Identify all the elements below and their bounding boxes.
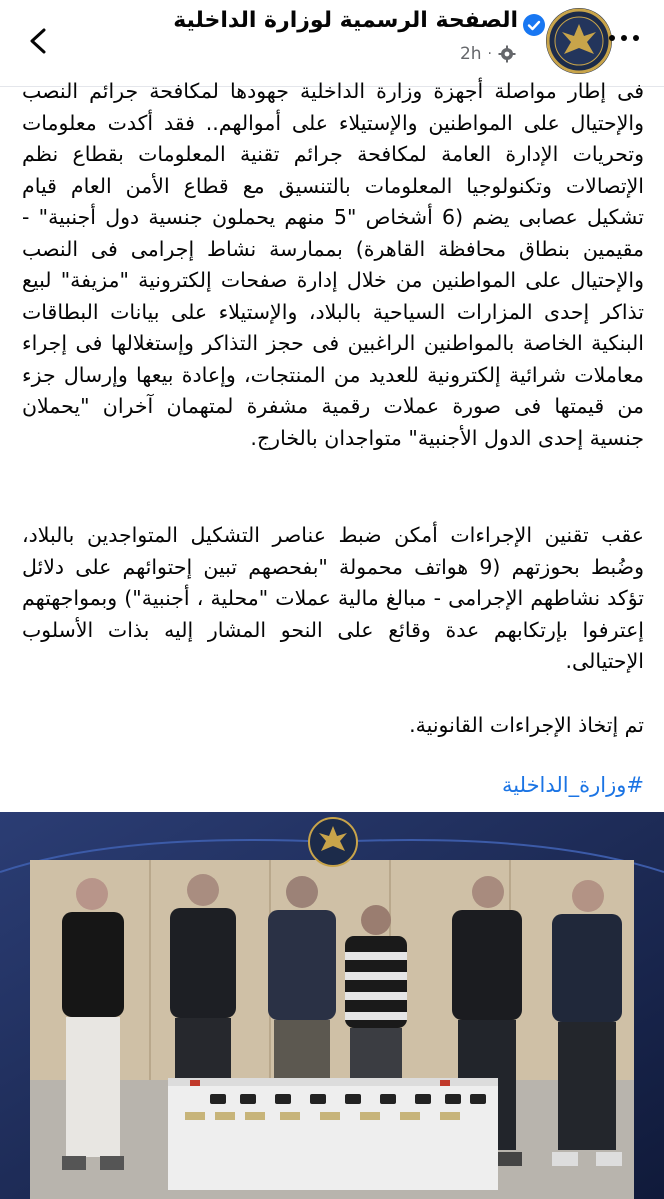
post-paragraph: عقب تقنين الإجراءات أمكن ضبط عناصر التشكيل المتواجدين بالبلاد، وضُبط بحوزتهم (9 هواتف محمولة "بفحصهم تبين إحتوائهم على دلائل تؤكد نشاطهم الإجرامى - مبالغ مالية عملات "محلية ، أجنبية") وبمواجهتهم إعترفوا بإرتكابهم عدة وقائع على النحو المشار إليه بذات الأسلوب الإحتيالى. bbox=[22, 523, 644, 673]
arrest-photo-illustration bbox=[0, 812, 664, 1199]
verified-badge-icon bbox=[522, 13, 546, 37]
person-figure bbox=[62, 878, 124, 1170]
post-paragraph: فى إطار مواصلة أجهزة وزارة الداخلية جهودها لمكافحة جرائم النصب والإحتيال على المواطنين والإستيلاء على أموالهم.. فقد أكدت معلومات وتحريات الإدارة العامة لمكافحة جرائم تقنية المعلومات بقطاع نظم الإتصالات وتكنولوجيا المعلومات بالتنسيق مع قطاع الأمن العام قيام تشكيل عصابى يضم (6 أشخاص "5 منهم يحملون جنسية دول أجنبية" - مقيمين بنطاق محافظة القاهرة) بممارسة نشاط إجرامى فى النصب والإحتيال على المواطنين من خلال إدارة صفحات إلكترونية "مزيفة" لبيع تذاكر إحدى المزارات السياحية بالبلاد، والإستيلاء على بيانات البطاقات البنكية الخاصة بالمواطنين الراغبين فى حجز التذاكر وإستغلالها فى إجراء معاملات شرائية إلكترونية للعديد من المنتجات، وإعادة بيعها وإرسال جزء من قيمتها فى صورة عملات رقمية مشفرة لمتهمان آخران "يحملان جنسية إحدى الدول الأجنبية" متواجدان بالخارج. bbox=[22, 79, 644, 450]
post-paragraph: تم إتخاذ الإجراءات القانونية. bbox=[409, 713, 644, 737]
page-avatar[interactable] bbox=[546, 8, 612, 74]
person-figure bbox=[552, 880, 622, 1166]
chevron-left-icon[interactable] bbox=[22, 24, 56, 58]
separator-dot: · bbox=[487, 46, 492, 62]
hashtag-link[interactable]: #وزارة_الداخلية bbox=[502, 773, 644, 797]
globe-gear-icon bbox=[498, 45, 516, 63]
evidence-table bbox=[168, 1078, 498, 1190]
police-emblem-icon bbox=[309, 818, 357, 866]
post-photo[interactable] bbox=[0, 812, 664, 1199]
post-time[interactable]: 2h bbox=[459, 44, 482, 64]
police-emblem-icon bbox=[546, 8, 612, 74]
post-meta bbox=[460, 44, 516, 64]
page-title[interactable]: الصفحة الرسمية لوزارة الداخلية bbox=[173, 8, 518, 33]
more-dots-icon[interactable] bbox=[604, 28, 644, 48]
post-header bbox=[0, 0, 664, 87]
